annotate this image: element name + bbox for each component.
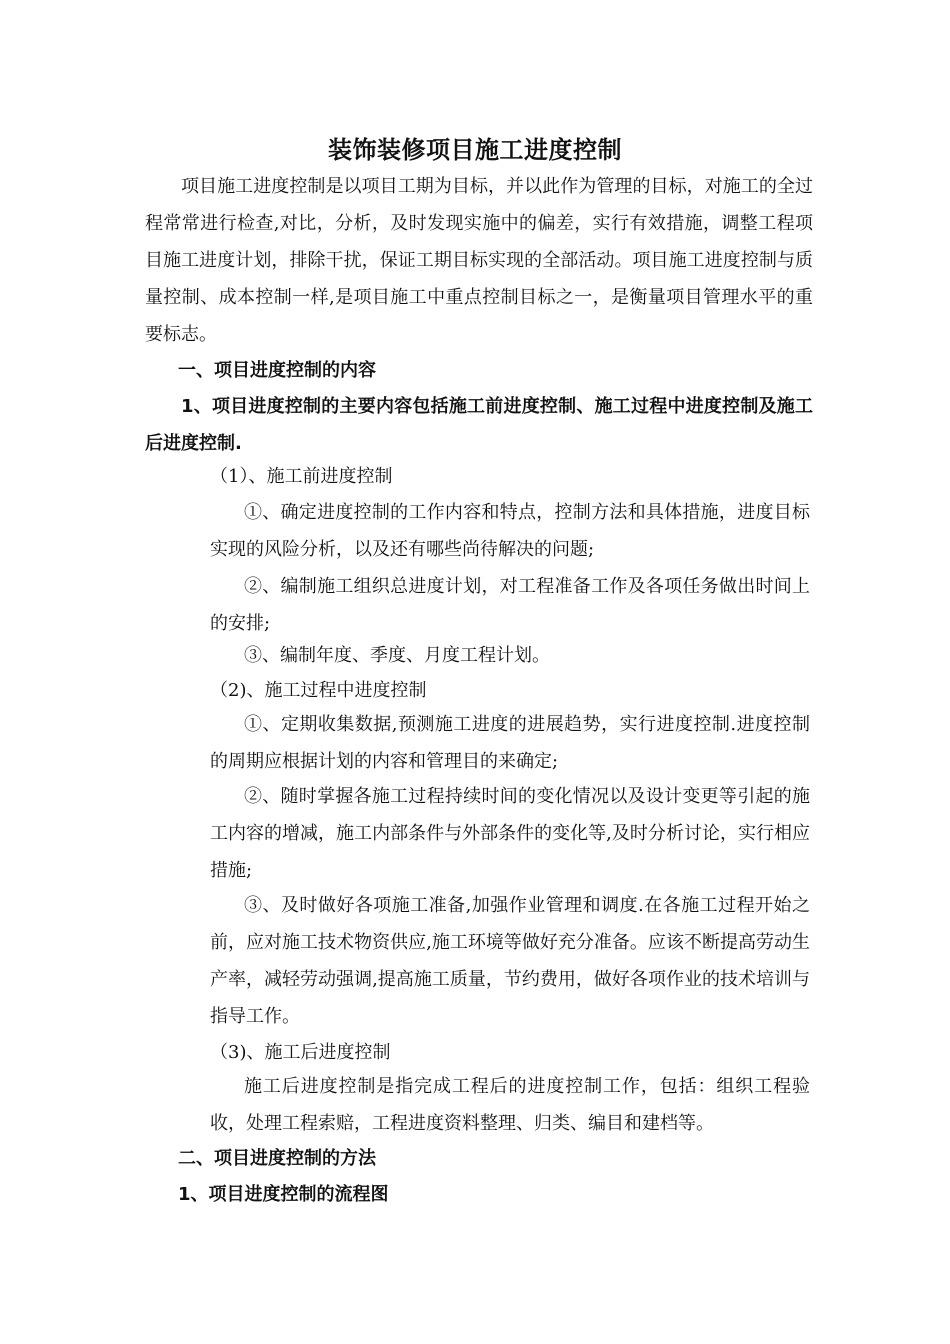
sub2-label: （2)、施工过程中进度控制 [210, 680, 427, 701]
sub2-item-2: ②、随时掌握各施工过程持续时间的变化情况以及设计变更等引起的施工内容的增减，施工内部条件与外部条件的变化等,及时分析讨论，实行相应措施; [210, 786, 810, 881]
intro-paragraph: 项目施工进度控制是以项目工期为目标，并以此作为管理的目标，对施工的全过程常常进行检查,对比，分析，及时发现实施中的偏差，实行有效措施，调整工程项目施工进度计划，排除干扰，保证工期目标实现的全部活动。项目施工进度控制与质量控制、成本控制一样,是项目施工中重点控制目标之一，是衡量项目管理水平的重要标志。 [145, 176, 813, 345]
sub1-item-2: ②、编制施工组织总进度计划，对工程准备工作及各项任务做出时间上的安排; [210, 576, 810, 634]
section2-point1: 1、项目进度控制的流程图 [178, 1184, 389, 1205]
sub1-label: （1）、施工前进度控制 [210, 466, 393, 487]
sub3-label: （3)、施工后进度控制 [210, 1042, 391, 1063]
sub2-item-1: ①、定期收集数据,预测施工进度的进展趋势，实行进度控制.进度控制的周期应根据计划的内容和管理目的来确定; [210, 714, 810, 772]
section1-point1: 1、项目进度控制的主要内容包括施工前进度控制、施工过程中进度控制及施工后进度控制. [145, 396, 813, 454]
sub1-item-1: ①、确定进度控制的工作内容和特点，控制方法和具体措施，进度目标实现的风险分析，以及还有哪些尚待解决的问题; [210, 502, 810, 560]
sub2-item-3: ③、及时做好各项施工准备,加强作业管理和调度.在各施工过程开始之前，应对施工技术物资供应,施工环境等做好充分准备。应该不断提高劳动生产率，减轻劳动强调,提高施工质量，节约费用，做好各项作业的技术培训与指导工作。 [210, 895, 810, 1027]
document-title: 装饰装修项目施工进度控制 [328, 136, 622, 164]
section2-heading: 二、项目进度控制的方法 [178, 1148, 376, 1169]
section1-heading: 一、项目进度控制的内容 [178, 360, 376, 381]
sub3-text: 施工后进度控制是指完成工程后的进度控制工作，包括：组织工程验收，处理工程索赔，工程进度资料整理、归类、编目和建档等。 [210, 1076, 810, 1134]
sub1-item-3: ③、编制年度、季度、月度工程计划。 [244, 645, 550, 666]
